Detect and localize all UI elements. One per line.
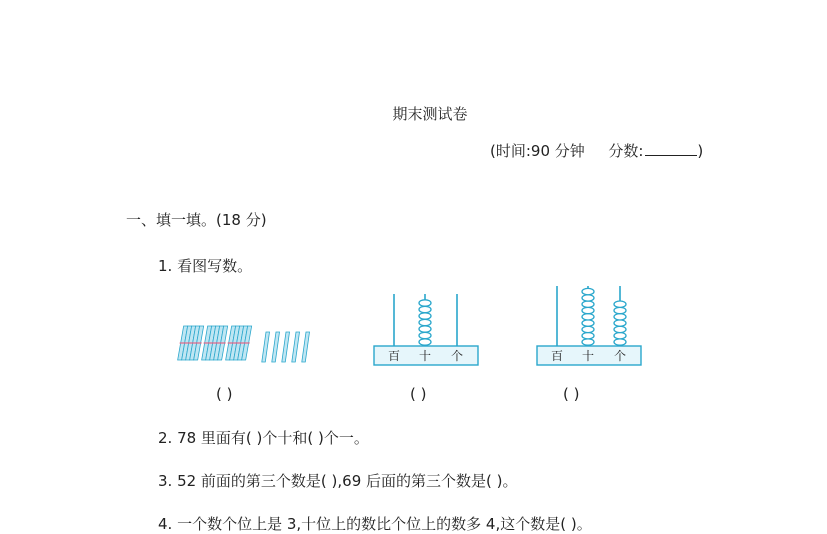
abacus-label-tens: 十	[582, 349, 595, 363]
exam-meta	[490, 140, 703, 161]
sticks-figure	[180, 322, 320, 368]
question-1: 1. 看图写数。	[158, 257, 253, 275]
abacus-label-hundreds: 百	[551, 349, 564, 363]
abacus-label-hundreds: 百	[388, 349, 401, 363]
stick-bundle	[225, 326, 253, 360]
abacus-1	[372, 294, 480, 368]
answer-blank-abacus-1[interactable]: ( )	[410, 385, 427, 403]
answer-blank-sticks[interactable]: ( )	[216, 385, 233, 403]
score-blank[interactable]	[645, 141, 697, 156]
abacus-label-tens: 十	[419, 349, 432, 363]
page-title: 期末测试卷	[392, 105, 468, 123]
abacus-beads-tens	[419, 300, 431, 345]
abacus-beads-ones	[614, 301, 626, 345]
answer-blank-abacus-2[interactable]: ( )	[563, 385, 580, 403]
question-3: 3. 52 前面的第三个数是( ),69 后面的第三个数是( )。	[158, 472, 518, 490]
abacus-label-ones: 个	[451, 349, 464, 363]
section-heading: 一、填一填。(18 分)	[126, 211, 267, 229]
time-limit: (时间:90 分钟	[490, 142, 585, 160]
question-4: 4. 一个数个位上是 3,十位上的数比个位上的数多 4,这个数是( )。	[158, 515, 592, 533]
abacus-beads-tens	[582, 288, 594, 345]
stick-bundle	[177, 326, 205, 360]
question-2: 2. 78 里面有( )个十和( )个一。	[158, 429, 369, 447]
stick-bundle	[201, 326, 229, 360]
abacus-label-ones: 个	[614, 349, 627, 363]
meta-close: )	[697, 142, 704, 160]
abacus-2	[535, 286, 643, 368]
single-sticks	[262, 332, 310, 362]
score-label: 分数:	[608, 142, 644, 160]
